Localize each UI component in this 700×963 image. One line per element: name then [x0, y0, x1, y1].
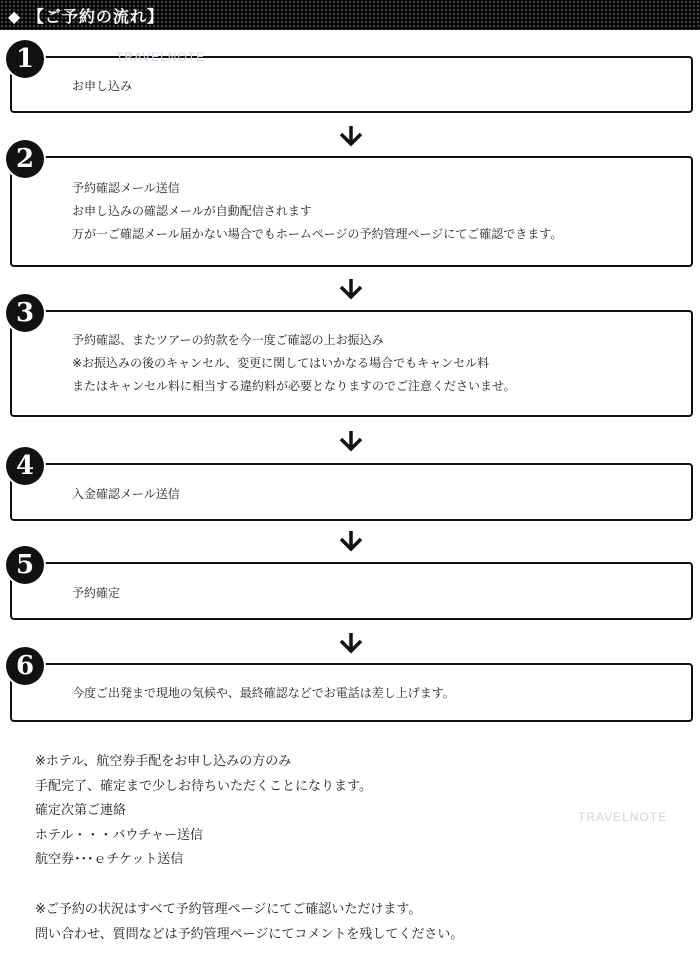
watermark: TRAVELNOTE [578, 810, 668, 824]
step-5 [10, 550, 693, 620]
step-5-line-1: 予約確定 [72, 586, 121, 600]
step-3-line-3: またはキャンセル料に相当する違約料が必要となりますのでご注意くださいませ。 [72, 379, 516, 393]
step-number-3: 3 [6, 294, 44, 332]
section-title: ◆ 【ご予約の流れ】 [8, 6, 164, 26]
note-line: 問い合わせ、質問などは予約管理ページにてコメントを残してください。 [35, 926, 464, 942]
arrow-down-icon [338, 632, 364, 654]
step-2 [10, 144, 693, 267]
notes-block-2 [35, 898, 463, 947]
arrow-down-icon [338, 430, 364, 452]
step-number-6: 6 [6, 647, 44, 685]
arrow-down-icon [338, 125, 364, 147]
note-line: 確定次第ご連絡 [35, 803, 127, 818]
note-line: ホテル・・・バウチャー送信 [35, 827, 203, 843]
note-line: 手配完了、確定まで少しお待ちいただくことになります。 [35, 778, 372, 794]
step-6 [10, 651, 693, 722]
arrow-down-icon [338, 278, 364, 300]
step-number-1: 1 [6, 40, 44, 78]
step-number-5: 5 [6, 546, 44, 584]
step-3 [10, 298, 693, 417]
step-2-line-3: 万が一ご確認メール届かない場合でもホームページの予約管理ページにてご確認できます。 [72, 227, 563, 241]
notes-block-1 [35, 750, 372, 873]
note-line: ※ホテル、航空券手配をお申し込みの方のみ [35, 754, 292, 769]
step-6-line-1: 今度ご出発まで現地の気候や、最終確認などでお電話は差し上げます。 [72, 686, 455, 700]
step-number-4: 4 [6, 447, 44, 485]
step-4-line-1: 入金確認メール送信 [72, 487, 180, 501]
note-line: 航空券･･･ｅチケット送信 [35, 852, 184, 867]
watermark: TRAVELNOTE [116, 50, 206, 64]
step-4 [10, 451, 693, 521]
step-3-line-2: ※お振込みの後のキャンセル、変更に関してはいかなる場合でもキャンセル料 [72, 356, 490, 370]
arrow-down-icon [338, 530, 364, 552]
step-number-2: 2 [6, 140, 44, 178]
step-1-line-1: お申し込み [72, 79, 133, 93]
step-3-line-1: 予約確認、またツアーの約款を今一度ご確認の上お振込み [72, 333, 384, 347]
step-2-line-2: お申し込みの確認メールが自動配信されます [72, 204, 312, 218]
step-1 [10, 44, 693, 113]
note-line: ※ご予約の状況はすべて予約管理ページにてご確認いただけます。 [35, 902, 422, 917]
section-header [0, 0, 700, 30]
step-2-line-1: 予約確認メール送信 [72, 181, 180, 195]
